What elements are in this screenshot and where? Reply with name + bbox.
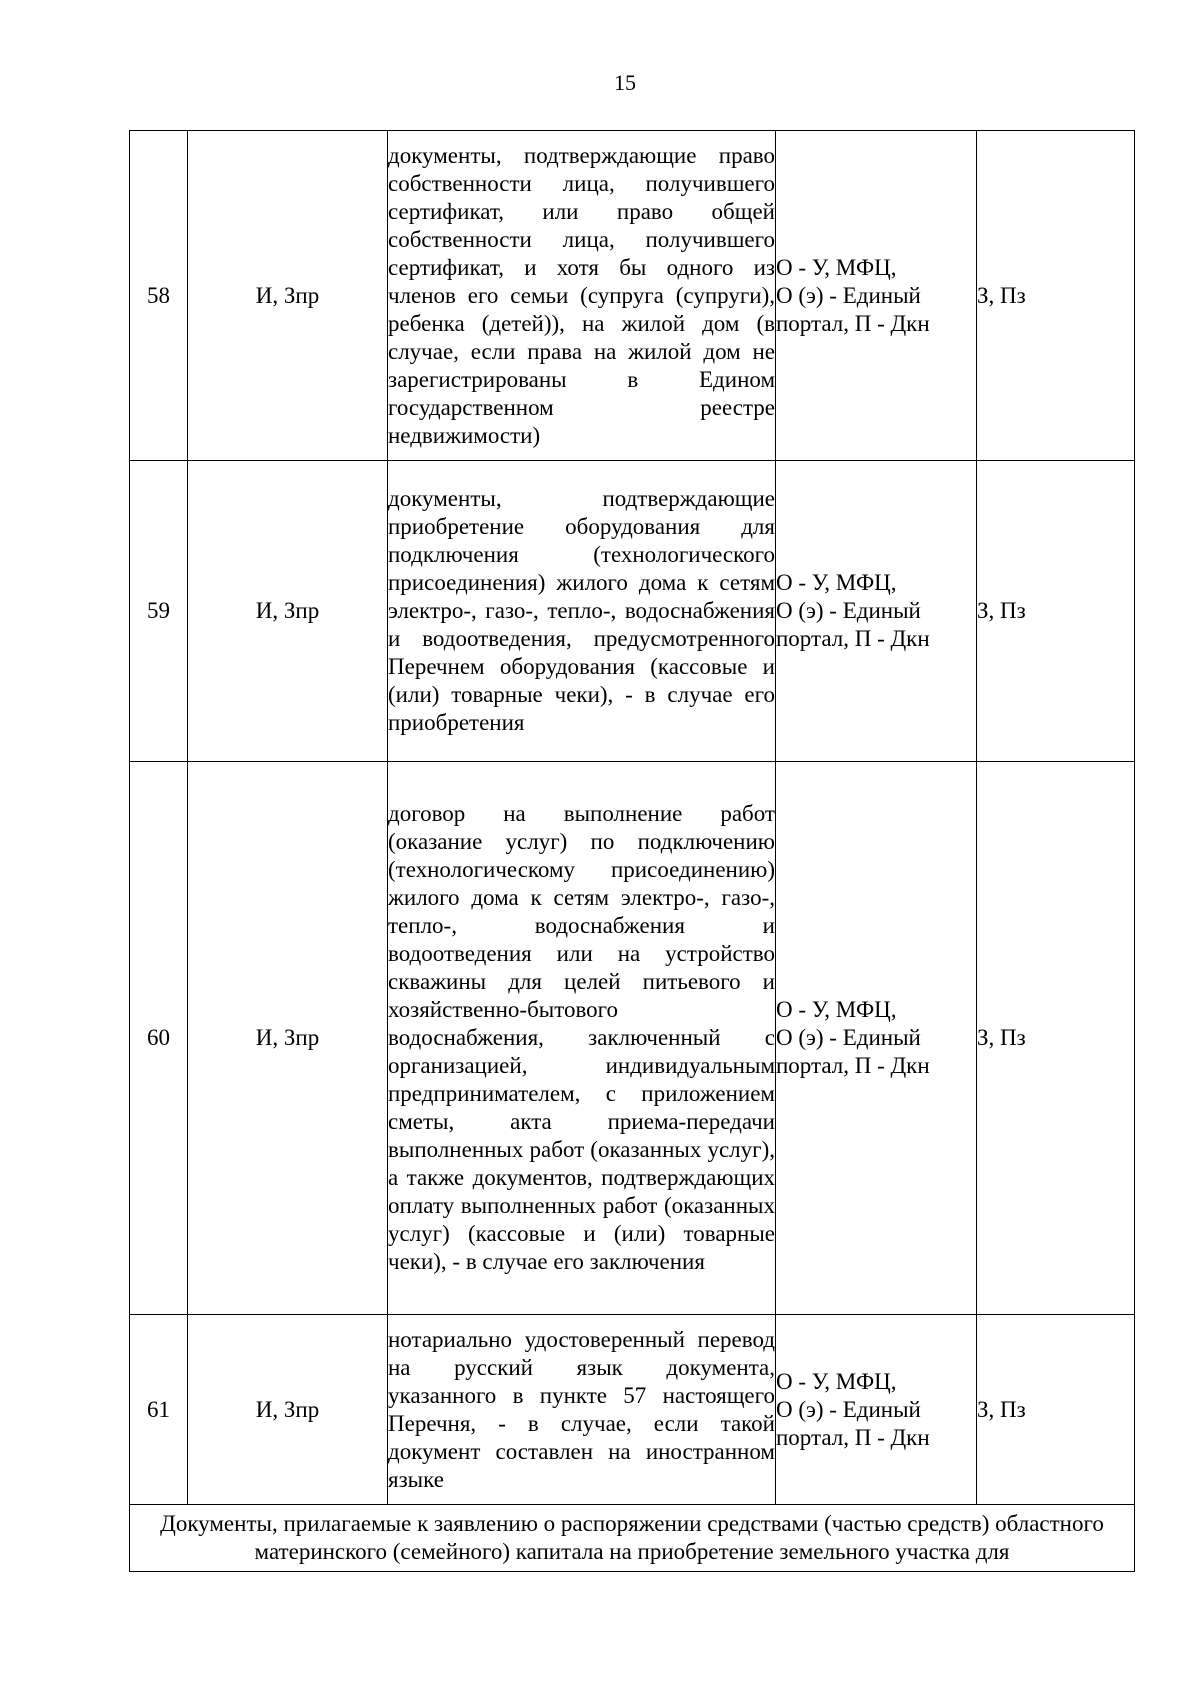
- description-text: документы, подтверждающие приобретение оборудования для подключения (технологического присоединения) жилого дома к сетям электро-, газо-, тепло-, водоснабжения и водоотведения, предусмотренного Перечнем оборудования (кассовые и (или) товарные чеки), - в случае его приобретения: [388, 486, 775, 735]
- submission-method: [776, 762, 977, 1315]
- result-code: З, Пз: [977, 762, 1135, 1315]
- submission-line: портал, П - Дкн: [776, 1053, 930, 1078]
- section-heading: Документы, прилагаемые к заявлению о распоряжении средствами (частью средств) областного материнского (семейного) капитала на приобретение земельного участка для: [130, 1505, 1135, 1572]
- submission-line: О - У, МФЦ,: [776, 997, 897, 1022]
- table-row: [130, 461, 1135, 762]
- submission-line: О (э) - Единый: [776, 1396, 921, 1422]
- table-row: [130, 762, 1135, 1315]
- submission-line: О - У, МФЦ,: [776, 254, 897, 280]
- document-description: [388, 1315, 776, 1505]
- applicant-category: И, Зпр: [188, 762, 388, 1315]
- result-code: З, Пз: [977, 461, 1135, 762]
- submission-line: портал, П - Дкн: [776, 1424, 930, 1450]
- submission-method: [776, 1315, 977, 1505]
- document-description: [388, 461, 776, 762]
- description-text: нотариально удостоверенный перевод на русский язык документа, указанного в пункте 57 настоящего Перечня, - в случае, если такой документ составлен на иностранном языке: [388, 1326, 775, 1492]
- result-code: З, Пз: [977, 131, 1135, 461]
- row-number: 61: [130, 1315, 188, 1505]
- documents-table: [129, 130, 1135, 1572]
- applicant-category: И, Зпр: [188, 131, 388, 461]
- row-number: 60: [130, 762, 188, 1315]
- submission-line: О (э) - Единый: [776, 1025, 921, 1050]
- result-code: З, Пз: [977, 1315, 1135, 1505]
- submission-line: О (э) - Единый: [776, 282, 921, 308]
- applicant-category: И, Зпр: [188, 461, 388, 762]
- submission-line: О - У, МФЦ,: [776, 1368, 897, 1394]
- table-row: [130, 131, 1135, 461]
- document-description: [388, 762, 776, 1315]
- submission-method: [776, 461, 977, 762]
- row-number: 58: [130, 131, 188, 461]
- document-description: [388, 131, 776, 461]
- page-number: 15: [614, 70, 636, 95]
- submission-line: портал, П - Дкн: [776, 626, 930, 651]
- applicant-category: И, Зпр: [188, 1315, 388, 1505]
- submission-line: О - У, МФЦ,: [776, 570, 897, 595]
- row-number: 59: [130, 461, 188, 762]
- description-text: документы, подтверждающие право собственности лица, получившего сертификат, или право общей собственности лица, получившего сертификат, и хотя бы одного из членов его семьи (супруга (супруги), ребенка (детей)), на жилой дом (в случае, если права на жилой дом не зарегистрированы в Едином государственном реестре недвижимости): [388, 142, 775, 448]
- description-text: договор на выполнение работ (оказание услуг) по подключению (технологическому присоединению) жилого дома к сетям электро-, газо-, тепло-, водоснабжения и водоотведения или на устройство скважины для целей питьевого и хозяйственно-бытового водоснабжения, заключенный с организацией, индивидуальным предпринимателем, с приложением сметы, акта приема-передачи выполненных работ (оказанных услуг), а также документов, подтверждающих оплату выполненных работ (оказанных услуг) (кассовые и (или) товарные чеки), - в случае его заключения: [388, 801, 775, 1274]
- submission-line: портал, П - Дкн: [776, 310, 930, 336]
- section-heading-row: [130, 1505, 1135, 1572]
- submission-method: [776, 131, 977, 461]
- table-row: [130, 1315, 1135, 1505]
- submission-line: О (э) - Единый: [776, 598, 921, 623]
